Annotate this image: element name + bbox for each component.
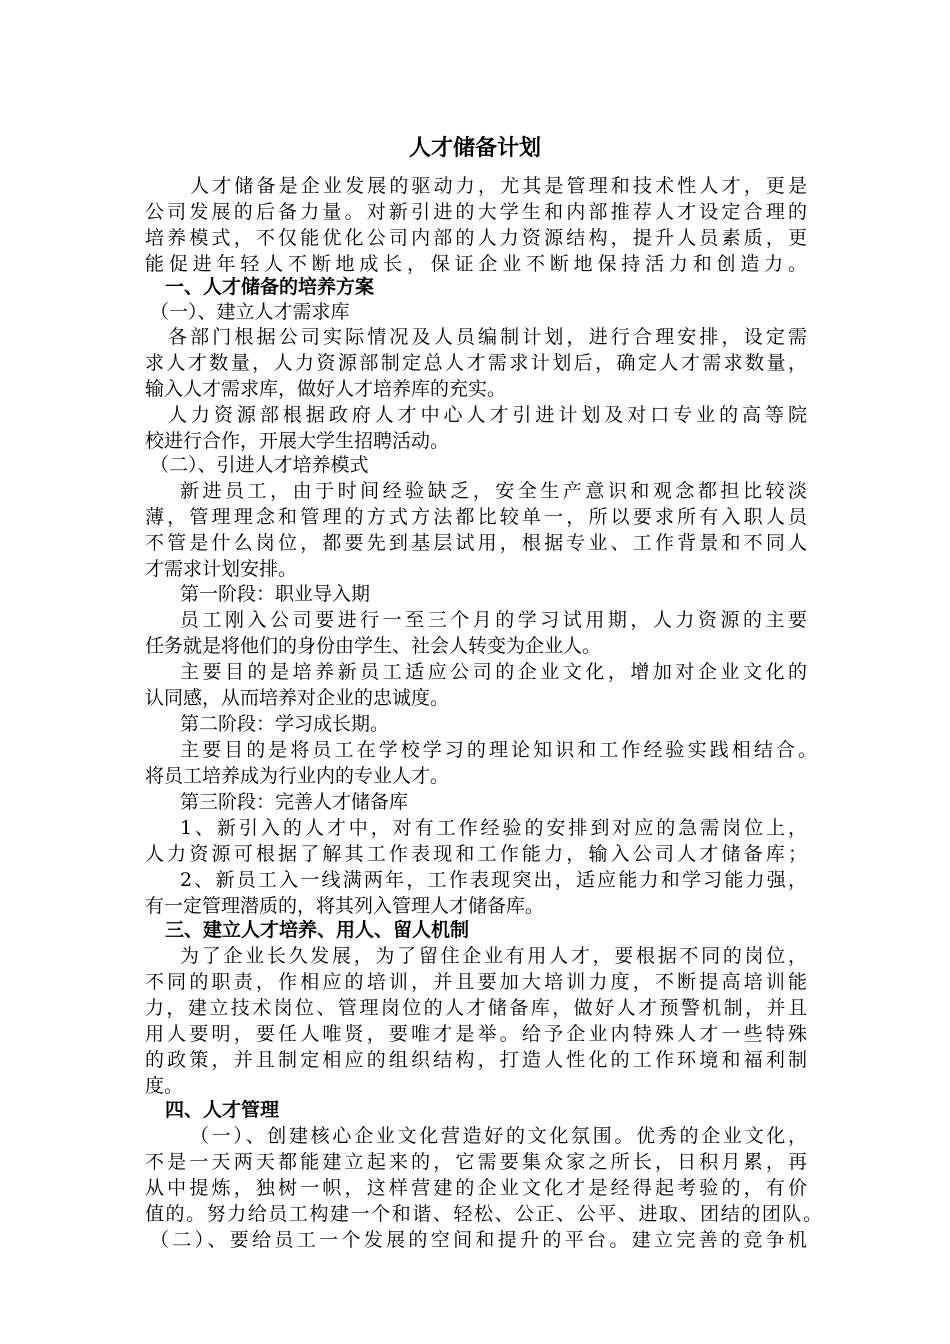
text-line: 值的。努力给员工构建一个和谐、轻松、公正、公平、进取、团结的团队。 [145, 1203, 824, 1225]
text-line: 公司发展的后备力量。对新引进的大学生和内部推荐人才设定合理的 [145, 201, 811, 223]
stage-heading: 第一阶段：职业导入期 [180, 583, 371, 605]
text-line: 从中提炼，独树一帜，这样营建的企业文化才是经得起考验的，有价 [145, 1177, 811, 1199]
text-line: 力，建立技术岗位、管理岗位的人才储备库，做好人才预警机制，并且 [145, 997, 810, 1019]
text-line: 不管是什么岗位，都要先到基层试用，根据专业、工作背景和不同人 [145, 532, 811, 554]
text-line: 有一定管理潜质的，将其列入管理人才储备库。 [145, 895, 545, 917]
text-line: 任务就是将他们的身份由学生、社会人转变为企业人。 [145, 635, 602, 657]
text-line: 各部门根据公司实际情况及人员编制计划，进行合理安排，设定需 [168, 326, 811, 348]
section-heading: 四、人才管理 [165, 1099, 280, 1121]
section-heading: 三、建立人才培养、用人、留人机制 [165, 919, 470, 941]
text-line: 度。 [145, 1075, 184, 1097]
text-line: 不是一天两天都能建立起来的，它需要集众家之所长，日积月累，再 [145, 1151, 811, 1173]
text-line: 主要目的是将员工在学校学习的理论知识和工作经验实践相结合。 [180, 739, 821, 761]
text-line: 2、新员工入一线满两年，工作表现突出，适应能力和学习能力强， [180, 869, 810, 891]
stage-heading: 第三阶段：完善人才储备库 [180, 791, 409, 813]
text-line: 用人要明，要任人唯贤，要唯才是举。给予企业内特殊人才一些特殊 [145, 1023, 811, 1045]
text-line: 校进行合作，开展大学生招聘活动。 [145, 430, 450, 452]
text-line: 为了企业长久发展，为了留住企业有用人才，要根据不同的岗位， [180, 945, 810, 967]
section-heading: 一、人才储备的培养方案 [165, 276, 375, 298]
text-line: 人力资源部根据政府人才中心人才引进计划及对口专业的高等院 [168, 404, 811, 426]
stage-heading: 第二阶段：学习成长期。 [180, 713, 390, 735]
subsection-heading: （一）、建立人才需求库 [150, 301, 350, 323]
text-line: 人才储备是企业发展的驱动力，尤其是管理和技术性人才，更是 [190, 175, 811, 197]
subsection-heading: （二）、引进人才培养模式 [150, 454, 369, 476]
text-line: 不同的职责，作相应的培训，并且要加大培训力度，不断提高培训能 [145, 971, 811, 993]
text-line: 认同感，从而培养对企业的忠诚度。 [145, 687, 450, 709]
text-line: 主要目的是培养新员工适应公司的企业文化，增加对企业文化的 [180, 661, 811, 683]
text-line: 新进员工，由于时间经验缺乏，安全生产意识和观念都担比较淡 [180, 480, 811, 502]
text-line: 输入人才需求库，做好人才培养库的充实。 [145, 378, 507, 400]
text-line: 能促进年轻人不断地成长，保证企业不断地保持活力和创造力。 [145, 253, 812, 275]
text-line: 人力资源可根据了解其工作表现和工作能力，输入公司人才储备库； [145, 843, 811, 865]
document-title: 人才储备计划 [408, 135, 541, 161]
text-line: 1、新引入的人才中，对有工作经验的安排到对应的急需岗位上， [180, 817, 810, 839]
text-line: 员工刚入公司要进行一至三个月的学习试用期，人力资源的主要 [180, 609, 811, 631]
text-line: （二）、要给员工一个发展的空间和提升的平台。建立完善的竞争机 [150, 1229, 811, 1251]
text-line: 将员工培养成为行业内的专业人才。 [145, 765, 450, 787]
text-line: 的政策，并且制定相应的组织结构，打造人性化的工作环境和福利制 [145, 1049, 811, 1071]
text-line: 薄，管理理念和管理的方式方法都比较单一，所以要求所有入职人员 [145, 506, 811, 528]
text-line: （一）、创建核心企业文化营造好的文化氛围。优秀的企业文化， [190, 1125, 810, 1147]
text-line: 才需求计划安排。 [145, 558, 298, 580]
text-line: 求人才数量，人力资源部制定总人才需求计划后，确定人才需求数量， [145, 352, 810, 374]
text-line: 培养模式，不仅能优化公司内部的人力资源结构，提升人员素质，更 [145, 227, 811, 249]
